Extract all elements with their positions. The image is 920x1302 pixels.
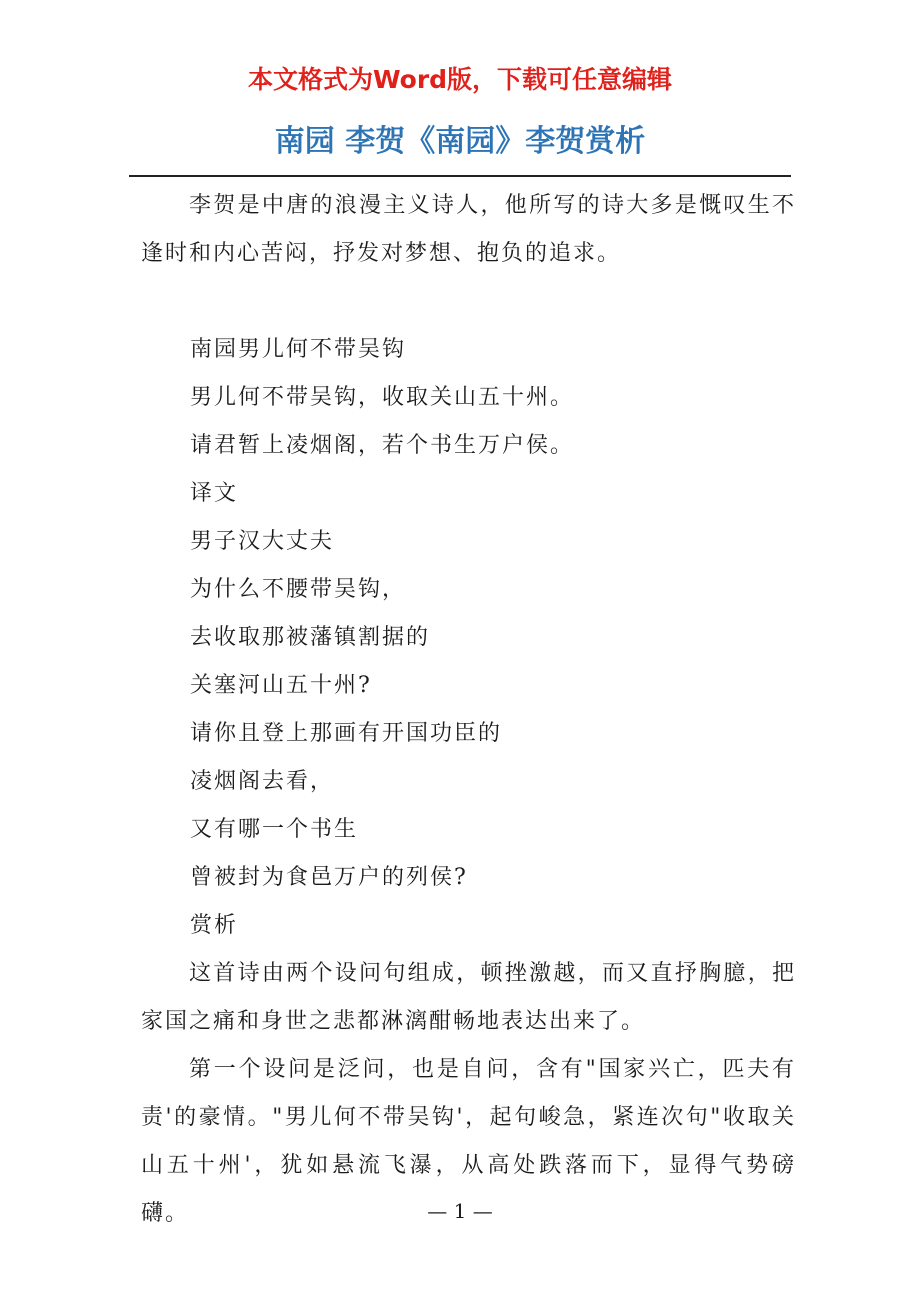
translation-line: 请你且登上那画有开国功臣的: [190, 721, 503, 746]
document-body: [141, 182, 796, 1238]
poem-title: 南园男儿何不带吴钩: [190, 337, 407, 362]
translation-line: 男子汉大丈夫: [190, 529, 335, 554]
intro-paragraph: 李贺是中唐的浪漫主义诗人，他所写的诗大多是慨叹生不逢时和内心苦闷，抒发对梦想、抱负的追求。: [141, 193, 796, 266]
page-number: — 1 —: [427, 1199, 493, 1223]
translation-line: 去收取那被藩镇割据的: [190, 625, 431, 650]
analysis-paragraph: 第一个设问是泛问，也是自问，含有"国家兴亡，匹夫有责'的豪情。"男儿何不带吴钩'，起句峻急，紧连次句"收取关山五十州'，犹如悬流飞瀑，从高处跌落而下，显得气势磅礴。: [141, 1057, 796, 1226]
translation-line: 曾被封为食邑万户的列侯?: [190, 865, 468, 890]
document-title: 南园 李贺《南园》李贺赏析: [274, 124, 646, 159]
poem-line-1: 男儿何不带吴钩，收取关山五十州。: [190, 385, 575, 410]
document-banner: 本文格式为Word版，下载可任意编辑: [247, 65, 673, 94]
translation-line: 为什么不腰带吴钩，: [190, 577, 407, 602]
analysis-heading: 赏析: [190, 913, 239, 938]
poem-line-2: 请君暂上凌烟阁，若个书生万户侯。: [190, 433, 575, 458]
translation-heading: 译文: [190, 481, 239, 506]
analysis-paragraph: 这首诗由两个设问句组成，顿挫激越，而又直抒胸臆，把家国之痛和身世之悲都淋漓酣畅地表达出来了。: [141, 961, 796, 1034]
translation-line: 关塞河山五十州?: [190, 673, 372, 698]
paragraph-gap: [141, 278, 796, 326]
translation-line: 又有哪一个书生: [190, 817, 359, 842]
title-divider: [129, 175, 791, 177]
translation-line: 凌烟阁去看，: [190, 769, 335, 794]
